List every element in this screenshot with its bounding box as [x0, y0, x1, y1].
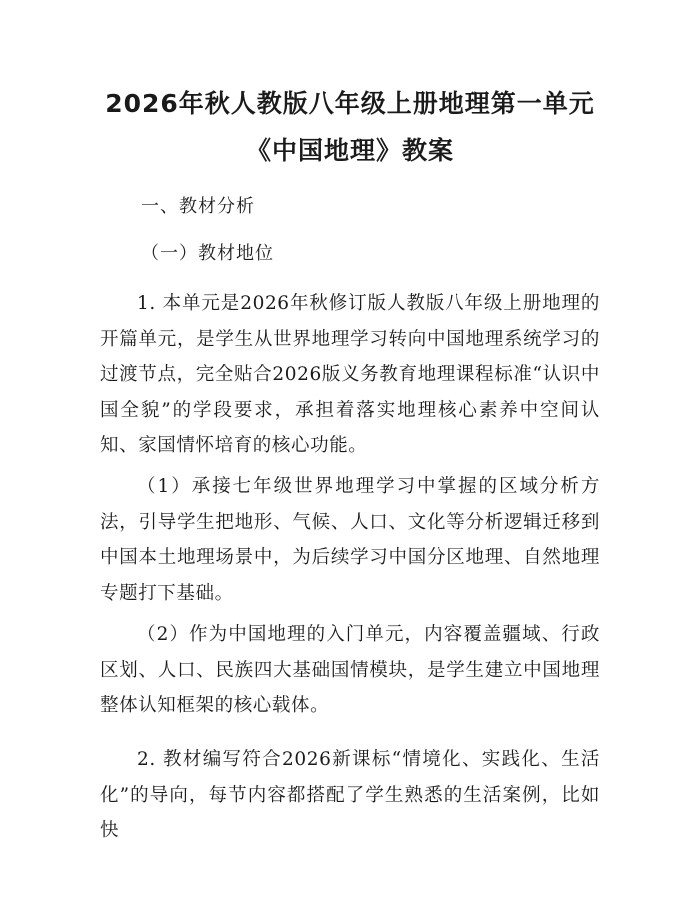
subsection-heading-textbook-position: （一）教材地位	[141, 243, 274, 264]
section-heading-textbook-analysis: 一、教材分析	[141, 196, 255, 217]
document-title-line-1: 2026年秋人教版八年级上册地理第一单元	[105, 89, 595, 118]
paragraph-4: 2. 教材编写符合2026新课标“情境化、实践化、生活化”的导向，每节内容都搭配了学生熟悉的生活案例，比如快	[100, 749, 600, 841]
document-title-line-2: 《中国地理》教案	[245, 136, 454, 165]
paragraph-1: 1. 本单元是2026年秋修订版人教版八年级上册地理的开篇单元，是学生从世界地理学习转向中国地理系统学习的过渡节点，完全贴合2026版义务教育地理课程标准“认识中国全貌”的学段要求，承担着落实地理核心素养中空间认知、家国情怀培育的核心功能。	[100, 293, 600, 456]
paragraph-3: （2）作为中国地理的入门单元，内容覆盖疆域、行政区划、人口、民族四大基础国情模块，是学生建立中国地理整体认知框架的核心载体。	[100, 624, 600, 716]
paragraph-2: （1）承接七年级世界地理学习中掌握的区域分析方法，引导学生把地形、气候、人口、文化等分析逻辑迁移到中国本土地理场景中，为后续学习中国分区地理、自然地理专题打下基础。	[100, 476, 600, 604]
